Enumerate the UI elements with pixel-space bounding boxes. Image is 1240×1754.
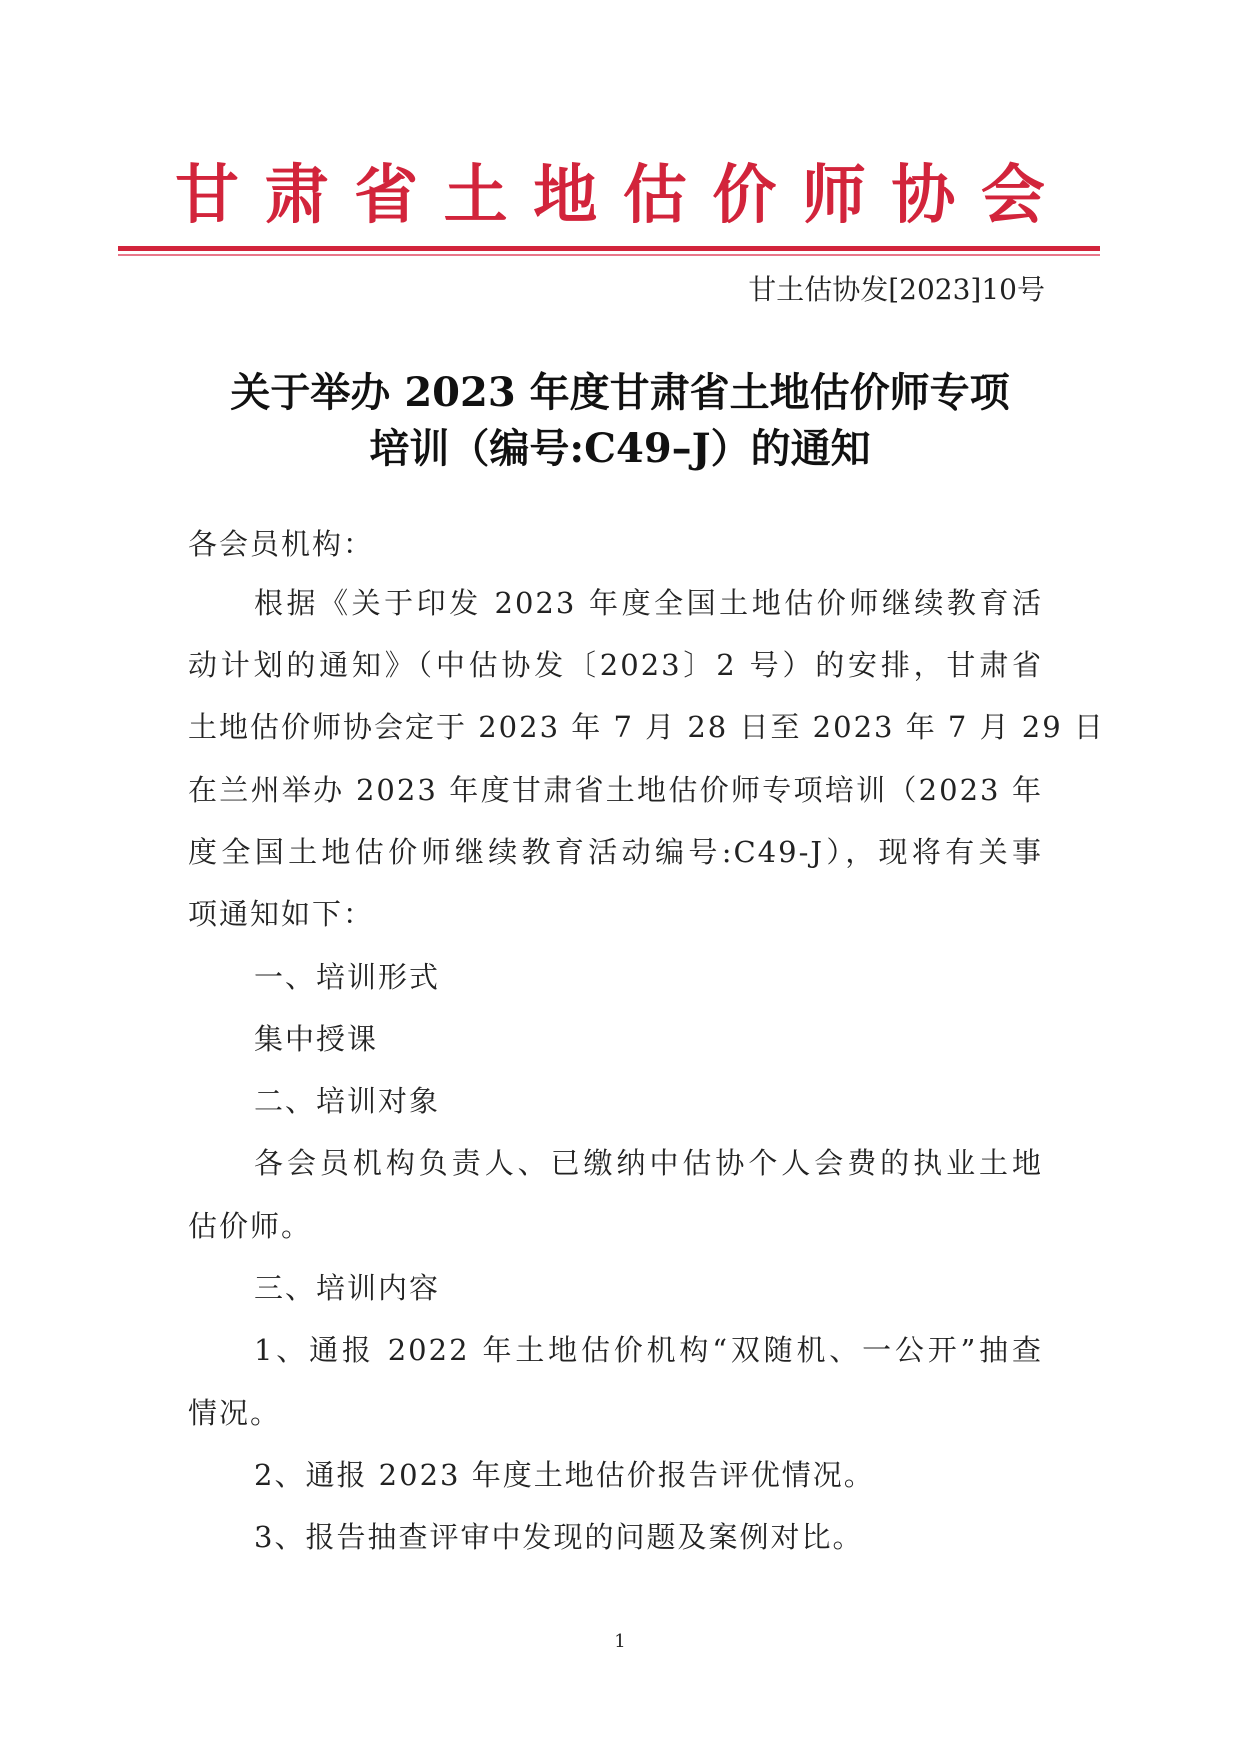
document-title-line-1: 关于举办 2023 年度甘肃省土地估价师专项 [230, 369, 1010, 416]
org-char: 师 [801, 159, 866, 233]
salutation: 各会员机构： [188, 527, 375, 561]
org-char: 省 [354, 159, 419, 233]
section-text: 集中授课 [254, 1022, 379, 1056]
paragraph-line: 土地估价师协会定于 2023 年 7 月 28 日至 2023 年 7 月 29 日 [188, 710, 1105, 744]
organization-header [175, 158, 1045, 234]
list-item-continuation: 情况。 [188, 1396, 282, 1430]
org-char: 甘 [175, 159, 239, 233]
section-text: 估价师。 [188, 1209, 313, 1243]
org-char: 价 [712, 159, 777, 233]
section-heading: 二、培训对象 [254, 1084, 441, 1118]
section-text: 各会员机构负责人、已缴纳中估协个人会费的执业土地 [254, 1146, 1043, 1180]
list-item: 3、报告抽查评审中发现的问题及案例对比。 [254, 1520, 864, 1554]
document-number: 甘土估协发[2023]10号 [748, 273, 1045, 306]
document-title-line-2: 培训（编号:C49–J）的通知 [369, 425, 871, 472]
page-number: 1 [614, 1631, 626, 1652]
paragraph-line: 根据《关于印发 2023 年度全国土地估价师继续教育活 [254, 586, 1043, 620]
section-heading: 一、培训形式 [254, 960, 441, 994]
paragraph-line: 在兰州举办 2023 年度甘肃省土地估价师专项培训（2023 年 [188, 773, 1043, 807]
org-char: 肃 [264, 159, 329, 233]
section-heading: 三、培训内容 [254, 1271, 441, 1305]
header-divider [118, 246, 1100, 251]
paragraph-line: 动计划的通知》（中估协发〔2023〕2 号）的安排，甘肃省 [188, 648, 1043, 682]
org-char: 估 [622, 159, 687, 233]
list-item: 1、通报 2022 年土地估价机构“双随机、一公开”抽查 [254, 1333, 1043, 1367]
org-char: 协 [891, 159, 956, 233]
paragraph-line: 度全国土地估价师继续教育活动编号:C49-J），现将有关事 [188, 835, 1043, 869]
org-char: 土 [443, 159, 508, 233]
org-char: 地 [533, 159, 598, 233]
paragraph-line: 项通知如下： [188, 897, 375, 931]
list-item: 2、通报 2023 年度土地估价报告评优情况。 [254, 1458, 875, 1492]
org-char: 会 [980, 159, 1045, 233]
